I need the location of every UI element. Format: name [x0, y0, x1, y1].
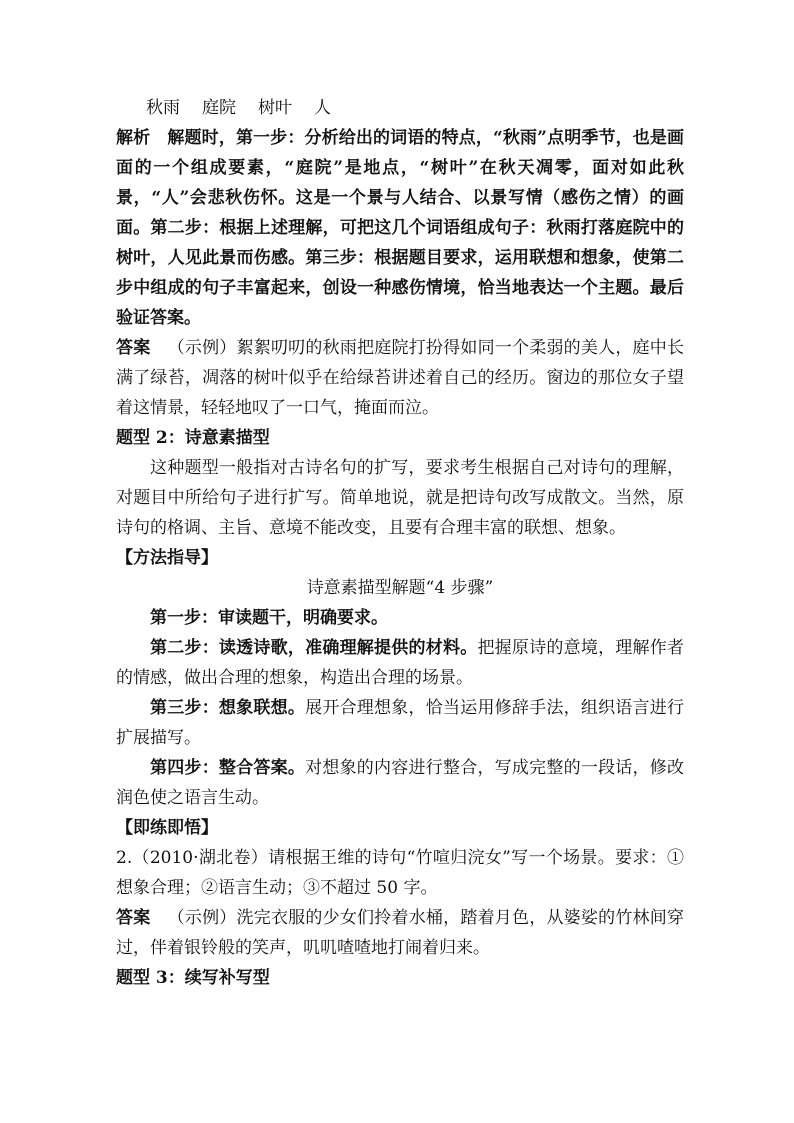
- step-label: 第四步：整合答案。: [150, 758, 306, 778]
- practice-answer-label: 答案: [116, 908, 151, 928]
- method-step: [116, 693, 684, 753]
- keyword: 庭院: [202, 98, 236, 118]
- method-step: [116, 603, 684, 633]
- step-text: 对想象的内容进行整合，写成完整的一段话，修改润色使之语言生动。: [116, 758, 685, 808]
- analysis-label: 解析: [116, 128, 151, 148]
- analysis-paragraph: [116, 123, 684, 333]
- method-step: [116, 753, 684, 813]
- answer-paragraph: [116, 333, 684, 423]
- type2-description: 这种题型一般指对古诗名句的扩写，要求考生根据自己对诗句的理解，对题目中所给句子进行扩写。简单地说，就是把诗句改写成散文。当然，原诗句的格调、主旨、意境不能改变，且要有合理丰富的联想、想象。: [116, 458, 684, 538]
- step-text: 展开合理想象，恰当运用修辞手法，组织语言进行扩展描写。: [116, 698, 685, 748]
- method-heading: 【方法指导】: [116, 548, 218, 568]
- answer-label: 答案: [116, 338, 151, 358]
- step-label: 第三步：想象联想。: [150, 698, 306, 718]
- keyword: 树叶: [258, 98, 292, 118]
- step-text: 把握原诗的意境，理解作者的情感，做出合理的想象，构造出合理的场景。: [116, 638, 685, 688]
- practice-answer-text: （示例）洗完衣服的少女们拎着水桶，踏着月色，从婆娑的竹林间穿过，伴着银铃般的笑声，叽叽喳喳地打闹着归来。: [116, 908, 684, 958]
- method-step: [116, 633, 684, 693]
- keyword: 人: [314, 98, 331, 118]
- analysis-text: 解题时，第一步：分析给出的词语的特点，“秋雨”点明季节，也是画面的一个组成要素，“庭院”是地点，“树叶”在秋天凋零，面对如此秋景，“人”会悲秋伤怀。这是一个景与人结合、以景写情（感伤之情）的画面。第二步：根据上述理解，可把这几个词语组成句子：秋雨打落庭院中的树叶，人见此景而伤感。第三步：根据题目要求，运用联想和想象，使第二步中组成的句子丰富起来，创设一种感伤情境，恰当地表达一个主题。最后验证答案。: [116, 128, 685, 328]
- keyword-list: [116, 93, 684, 123]
- step-label: 第二步：读透诗歌，准确理解提供的材料。: [150, 638, 478, 658]
- method-title: 诗意素描型解题“4 步骤”: [306, 578, 494, 598]
- keyword: 秋雨: [146, 98, 180, 118]
- answer-text: （示例）絮絮叨叨的秋雨把庭院打扮得如同一个柔弱的美人，庭中长满了绿苔，凋落的树叶似乎在给绿苔讲述着自己的经历。窗边的那位女子望着这情景，轻轻地叹了一口气，掩面而泣。: [116, 338, 684, 418]
- practice-question: 2.（2010·湖北卷）请根据王维的诗句“竹喧归浣女”写一个场景。要求：①想象合理；②语言生动；③不超过 50 字。: [116, 848, 684, 898]
- practice-heading: 【即练即悟】: [116, 818, 218, 838]
- document-content: [116, 93, 684, 993]
- practice-answer: [116, 903, 684, 963]
- type3-heading: 题型 3：续写补写型: [116, 968, 270, 988]
- type2-heading: 题型 2：诗意素描型: [116, 428, 270, 448]
- step-label: 第一步：审读题干，明确要求。: [150, 608, 388, 628]
